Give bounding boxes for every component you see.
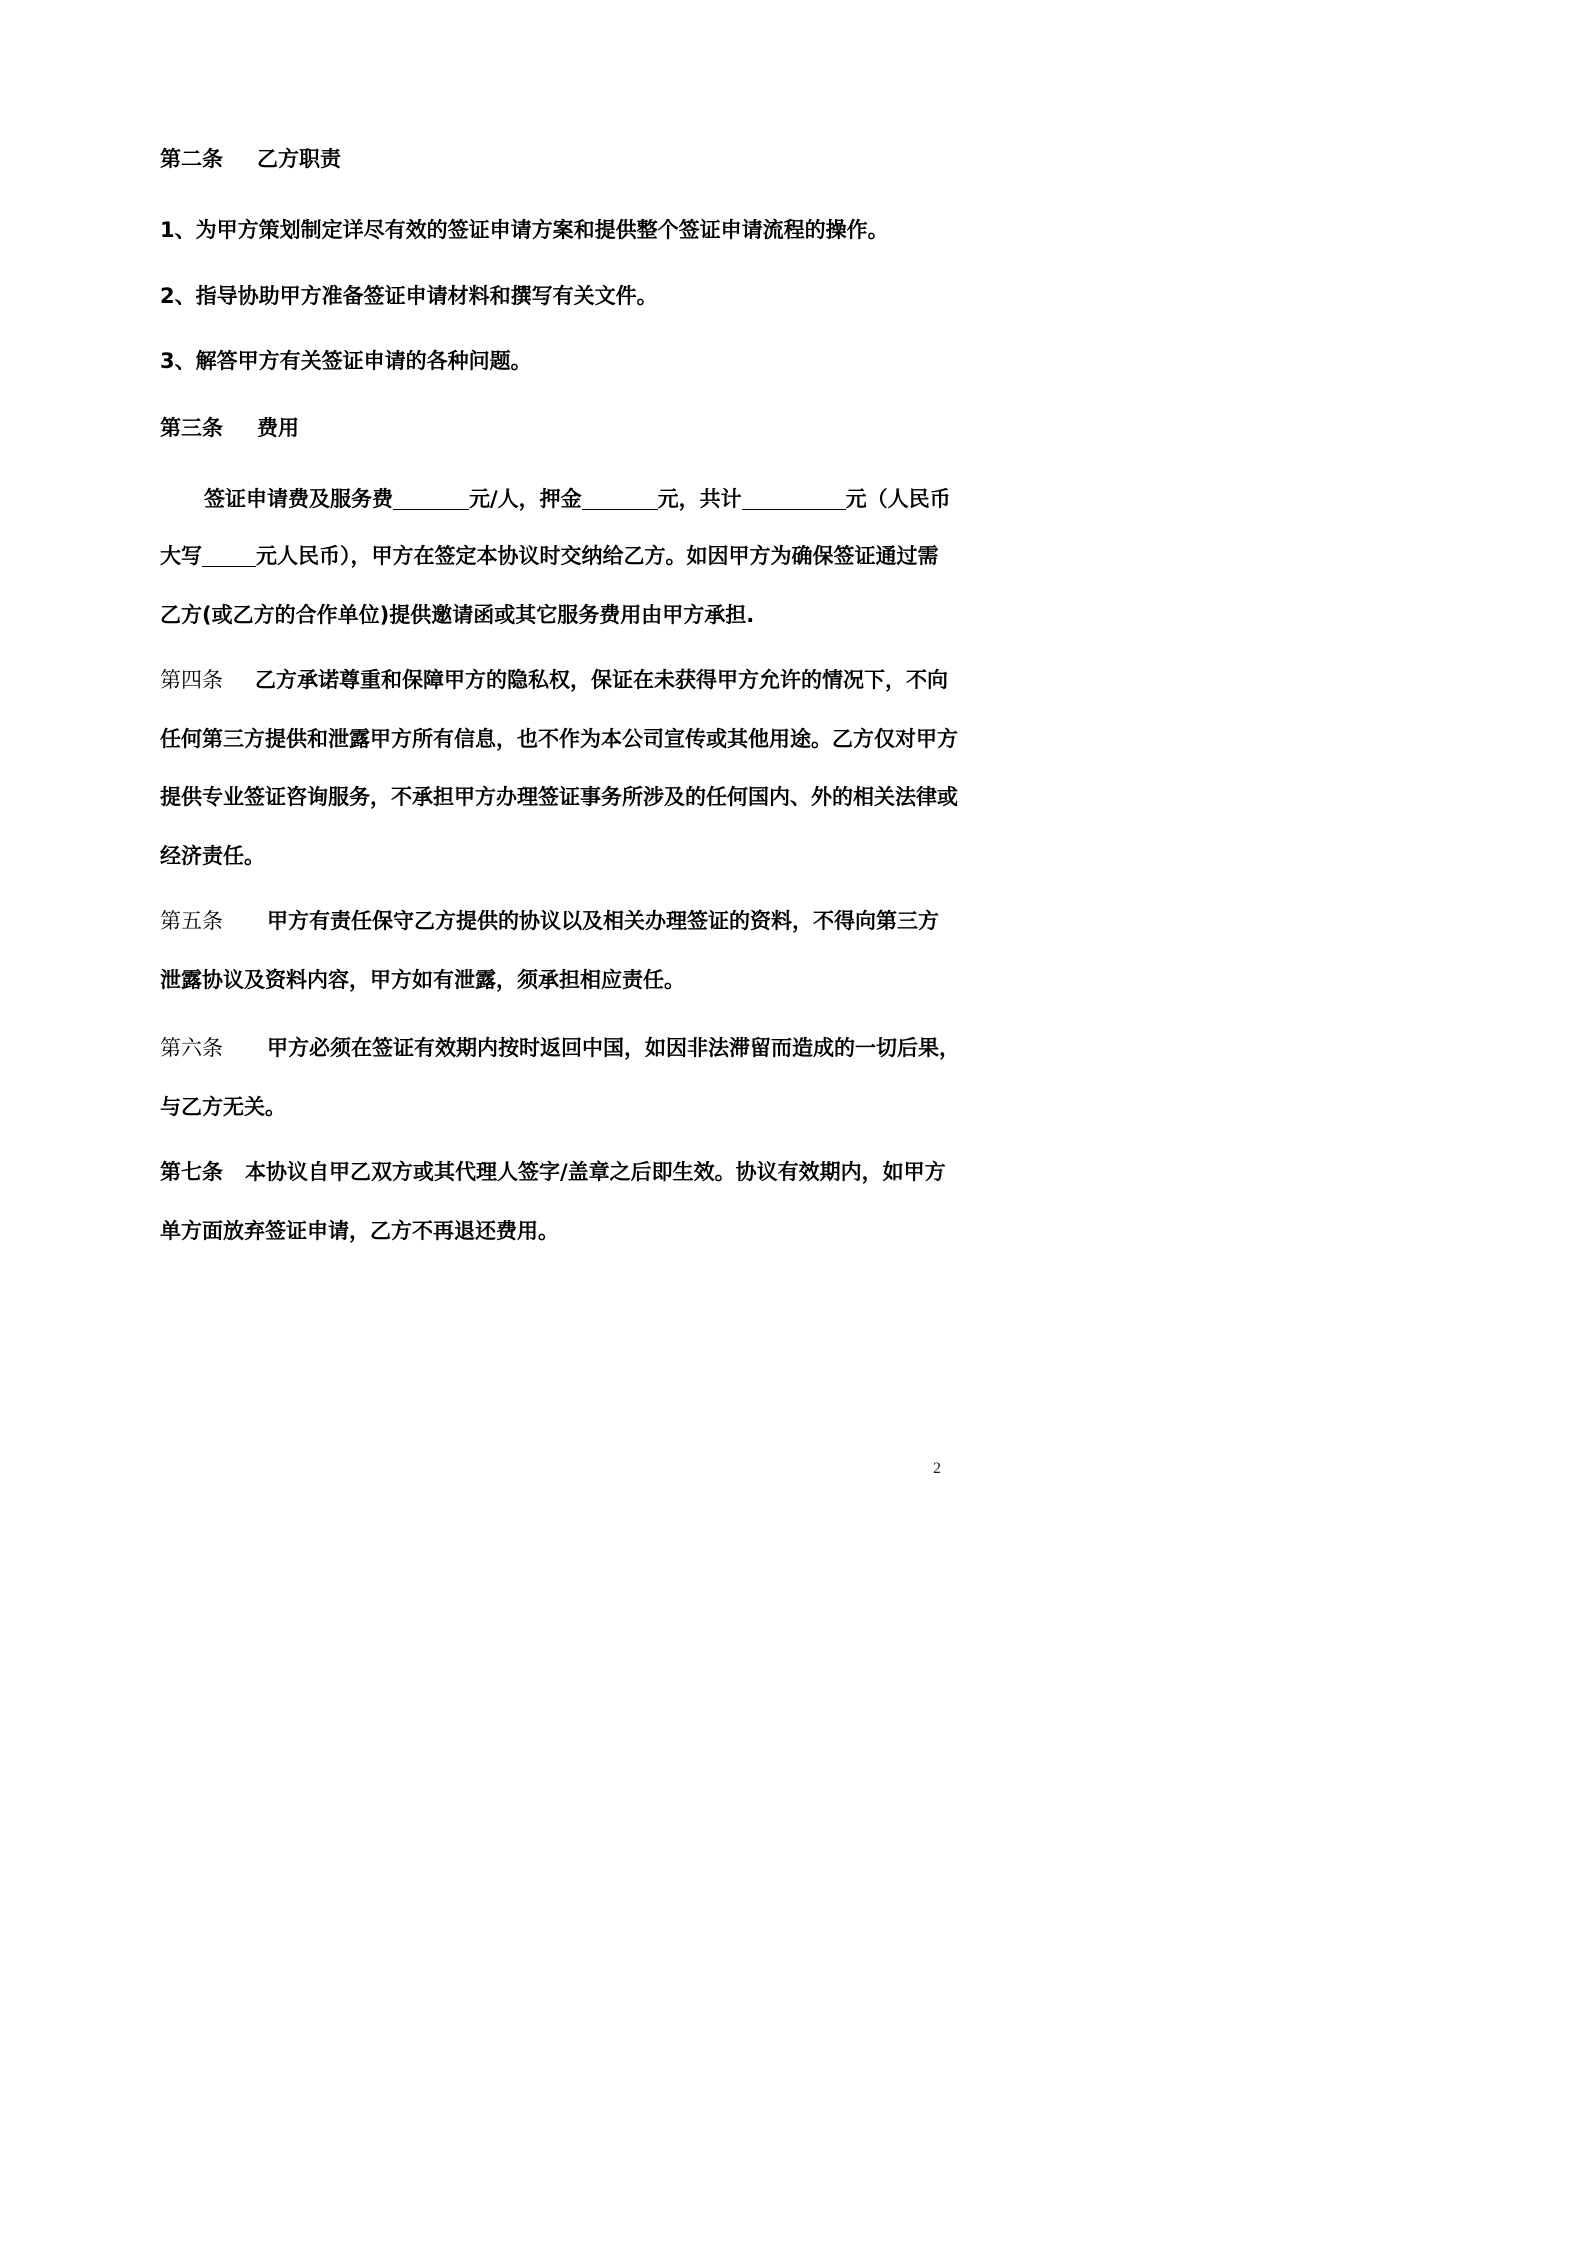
uppercase-blank xyxy=(202,542,256,567)
article-2-item-2: 2、指导协助甲方准备签证申请材料和撰写有关文件。 xyxy=(160,284,658,308)
rmb-text: 元（人民币 xyxy=(845,487,951,511)
article-4-text-1: 乙方承诺尊重和保障甲方的隐私权，保证在未获得甲方允许的情况下，不向 xyxy=(255,668,948,692)
article-4-line-1 xyxy=(160,665,948,695)
article-5-text-1: 甲方有责任保守乙方提供的协议以及相关办理签证的资料，不得向第三方 xyxy=(267,909,939,933)
article-2-heading xyxy=(160,144,341,174)
fee-blank xyxy=(393,485,469,510)
article-3-line-2 xyxy=(160,541,939,571)
article-6-text-1: 甲方必须在签证有效期内按时返回中国，如因非法滞留而造成的一切后果， xyxy=(267,1036,960,1060)
page-number: 2 xyxy=(933,1460,941,1477)
article-2-label: 第二条 xyxy=(160,147,223,171)
payment-text: 元人民币），甲方在签定本协议时交纳给乙方。如因甲方为确保签证通过需 xyxy=(256,544,939,568)
article-7-line-1 xyxy=(160,1157,946,1187)
article-6-label: 第六条 xyxy=(160,1036,223,1060)
article-3-line-3: 乙方(或乙方的合作单位)提供邀请函或其它服务费用由甲方承担. xyxy=(160,603,755,627)
article-3-title: 费用 xyxy=(257,416,299,440)
total-text: 元，共计 xyxy=(657,487,742,511)
deposit-text: 元/人，押金 xyxy=(469,487,582,511)
uppercase-text: 大写 xyxy=(160,544,202,568)
article-2-item-1: 1、为甲方策划制定详尽有效的签证申请方案和提供整个签证申请流程的操作。 xyxy=(160,218,889,242)
total-blank xyxy=(742,485,846,510)
article-7-label: 第七条 xyxy=(160,1160,223,1184)
article-7-text-1: 本协议自甲乙双方或其代理人签字/盖章之后即生效。协议有效期内，如甲方 xyxy=(245,1160,946,1184)
article-5-line-1 xyxy=(160,906,939,936)
fee-text: 签证申请费及服务费 xyxy=(204,487,393,511)
article-5-line-2: 泄露协议及资料内容，甲方如有泄露，须承担相应责任。 xyxy=(160,968,685,992)
article-3-heading xyxy=(160,413,299,443)
deposit-blank xyxy=(582,485,658,510)
article-3-label: 第三条 xyxy=(160,416,223,440)
article-6-line-1 xyxy=(160,1033,960,1063)
article-4-label: 第四条 xyxy=(160,668,223,692)
article-4-line-3: 提供专业签证咨询服务，不承担甲方办理签证事务所涉及的任何国内、外的相关法律或 xyxy=(160,785,958,809)
article-4-line-4: 经济责任。 xyxy=(160,844,265,868)
document-page xyxy=(0,0,1103,1561)
article-6-line-2: 与乙方无关。 xyxy=(160,1095,286,1119)
article-7-line-2: 单方面放弃签证申请，乙方不再退还费用。 xyxy=(160,1219,559,1243)
article-4-line-2: 任何第三方提供和泄露甲方所有信息，也不作为本公司宣传或其他用途。乙方仅对甲方 xyxy=(160,727,958,751)
article-2-item-3: 3、解答甲方有关签证申请的各种问题。 xyxy=(160,349,532,373)
article-2-title: 乙方职责 xyxy=(257,147,341,171)
article-3-line-1 xyxy=(204,484,951,514)
article-5-label: 第五条 xyxy=(160,909,223,933)
